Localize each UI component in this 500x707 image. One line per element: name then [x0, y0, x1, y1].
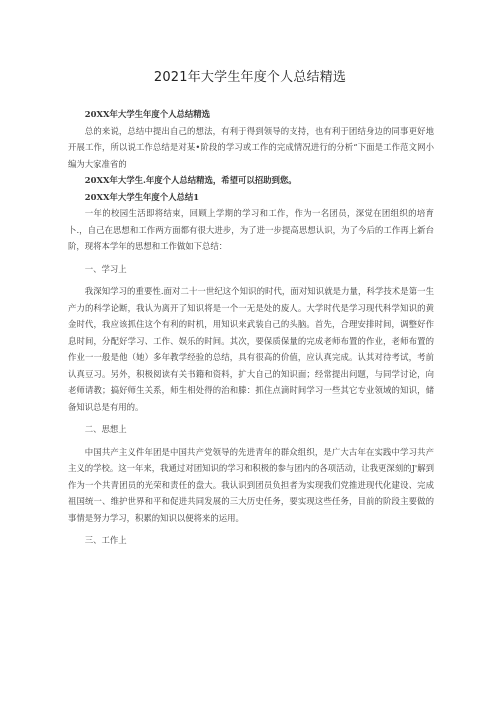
document-title: 2021年大学生年度个人总结精选: [153, 70, 347, 85]
heading-study: 一、学习上: [84, 263, 127, 274]
paragraph-study: 我深知学习的重要性.面对二十一世纪这个知识的时代，面对知识就是力量，科学技术是第一生产力的科学论断，我认为离开了知识将是一个一无是处的废人。大学时代是学习现代科学知识的黄金时代，我应该抓住这个有利的时机，用知识来武装自己的头脑。首先，合理安排时间，调整好作息时间，分配好学习、工作、娱乐的时间。其次，要保质保量的完成老师布置的作业，老师布置的作业一一般是他（她）多年教学经验的总结，具有很高的价值，应认真完成。认其对待考试，考前认真豆习。另外，积极阅读有关书籍和资料，扩大自己的知识面；经常提出问题，与同学讨论，向老师请教；搞好师生关系，师生相处得的治和滕：抓住点滴时间学习一些其它专业领域的知识，储备知识总是有用的。: [68, 286, 434, 412]
document-body: [68, 106, 434, 555]
intro-paragraph: 总的来说，总结中提出自己的想法，有利于得到领导的支持，也有利于团结身边的同事更好地开展工作，所以说工作总结是对某•阶段的学习或工作的完成情况进行的分析“下面是工作范文网小编为大家准省的: [68, 125, 434, 169]
document-subtitle: 20XX年大学生年度个人总结精选: [84, 109, 210, 119]
heading-work: 三、工作上: [84, 535, 127, 545]
paragraph-thought: 中国共产主义件年团是中国共产党领导的先进青年的群众组织，是广大古年在实践中学习共产主义的学校。这一年来，我通过对团知识的学习和积极的参与团内的各项活动，让我更深刻的J'解到作为一个共青团员的光荣和责任的盘大。我认识到团员负担者为实现我们党推进现代化建设、完成祖国统一、维护世界和平和促进共同发展的三大历史任务，要实现这些任务，目前的阶段主要做的事情是努力学习，积累的知识以便将来的运用。: [68, 446, 434, 523]
heading-thought: 二、思想上: [84, 424, 127, 434]
paragraph-opening: 一年的校园生活即将结束，回顾上学期的学习和工作，作为一名团员，深觉在团组织的培育卜.，自己在思想和工作两方面都有很大进步，为了进一步提高思想认识，为了今后的工作再上新台阶，现将本学年的思想和工作做如下总结：: [68, 208, 434, 251]
intro-tail: 20XX年大学生.年度个人总结精选，希望可以招助到您。: [84, 175, 297, 185]
section-title: 20XX年大学生年度个人总结1: [84, 191, 200, 202]
